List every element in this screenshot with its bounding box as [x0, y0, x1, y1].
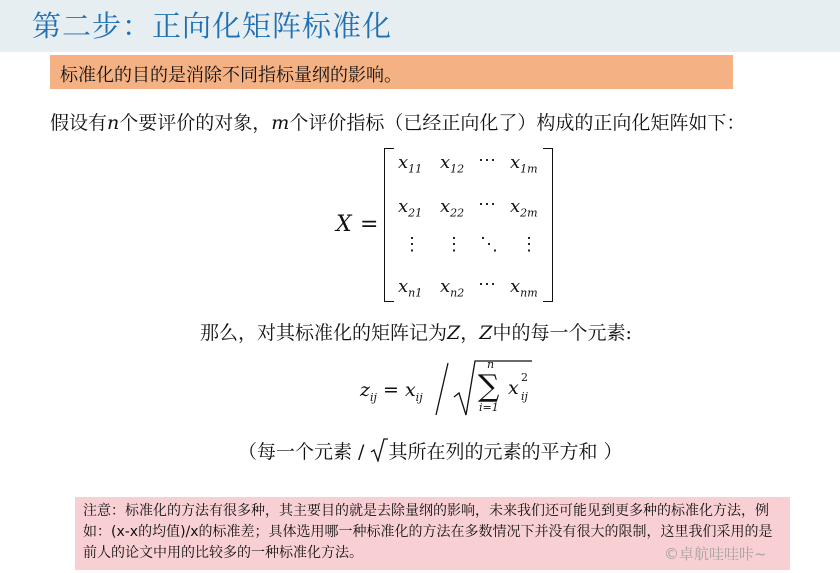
sum-symbol: ∑ [478, 369, 500, 404]
title-bar [0, 0, 840, 52]
matrix-cell-21: $x_{21}$ [398, 196, 423, 220]
notice-text: 注意：标准化的方法有很多种，其主要目的就是去除量纲的影响，未来我们还可能见到更多种的标准化方法，例如：(x-x的均值)/x的标准差；具体选用哪一种标准化的方法在多数情况下并没有很大的限制，这里我们采用的是前人的论文中用的比较多的一种标准化方法。 [83, 503, 773, 561]
intro-part2: 个要评价的对象， [119, 112, 272, 134]
formula-explanation: （每一个元素 / 其所在列的元素的平方和 ） [238, 437, 623, 464]
matrix-vdots-1: ⋮ [403, 234, 421, 255]
matrix-hdots-1: ⋯ [478, 150, 496, 171]
matrix-ddots: ⋱ [480, 234, 498, 255]
matrix-vdots-2: ⋮ [445, 234, 463, 255]
matrix-cell-22: $x_{22}$ [440, 196, 465, 220]
matrix-cell-1m: $x_{1m}$ [510, 152, 538, 176]
intro-m: m [271, 112, 290, 134]
matrix-label: X [336, 212, 352, 237]
matrix-cell-n1: $x_{n1}$ [398, 276, 423, 300]
matrix-hdots-3: ⋯ [478, 274, 496, 295]
subtitle-text: 标准化的目的是消除不同指标量纲的影响。 [60, 65, 402, 86]
sum-lower-limit: i=1 [479, 401, 499, 414]
subtitle-box [50, 55, 733, 89]
intro-n: n [107, 112, 120, 134]
intro-sentence [50, 108, 745, 135]
sum-upper-limit: n [487, 358, 495, 371]
matrix-cell-11: $x_{11}$ [398, 152, 423, 176]
intro-part1: 假设有 [50, 112, 108, 134]
matrix-left-bracket [384, 148, 394, 302]
slide-title: 第二步：正向化矩阵标准化 [32, 9, 393, 43]
matrix-x [330, 146, 570, 306]
matrix-cell-n2: $x_{n2}$ [440, 276, 465, 300]
matrix-right-bracket [543, 148, 553, 302]
matrix-cell-12: $x_{12}$ [440, 152, 465, 176]
matrix-equals: = [360, 212, 379, 237]
matrix-cell-2m: $x_{2m}$ [510, 196, 538, 220]
sqrt-icon [370, 438, 388, 462]
matrix-vdots-3: ⋮ [520, 234, 538, 255]
formula-lhs: $z_{ij} = x_{ij}$ [360, 379, 423, 404]
matrix-cell-nm: $x_{nm}$ [510, 276, 538, 300]
intro-part3: 个评价指标（已经正向化了）构成的正向化矩阵如下： [289, 112, 746, 134]
formula-term: x 2 ij [508, 371, 528, 403]
standardized-matrix-sentence: 那么，对其标准化的矩阵记为Z，Z中的每一个元素: [200, 322, 632, 344]
standardization-formula [360, 357, 540, 419]
matrix-hdots-2: ⋯ [478, 194, 496, 215]
watermark: ©卓航哇哇咔~ [664, 545, 767, 563]
